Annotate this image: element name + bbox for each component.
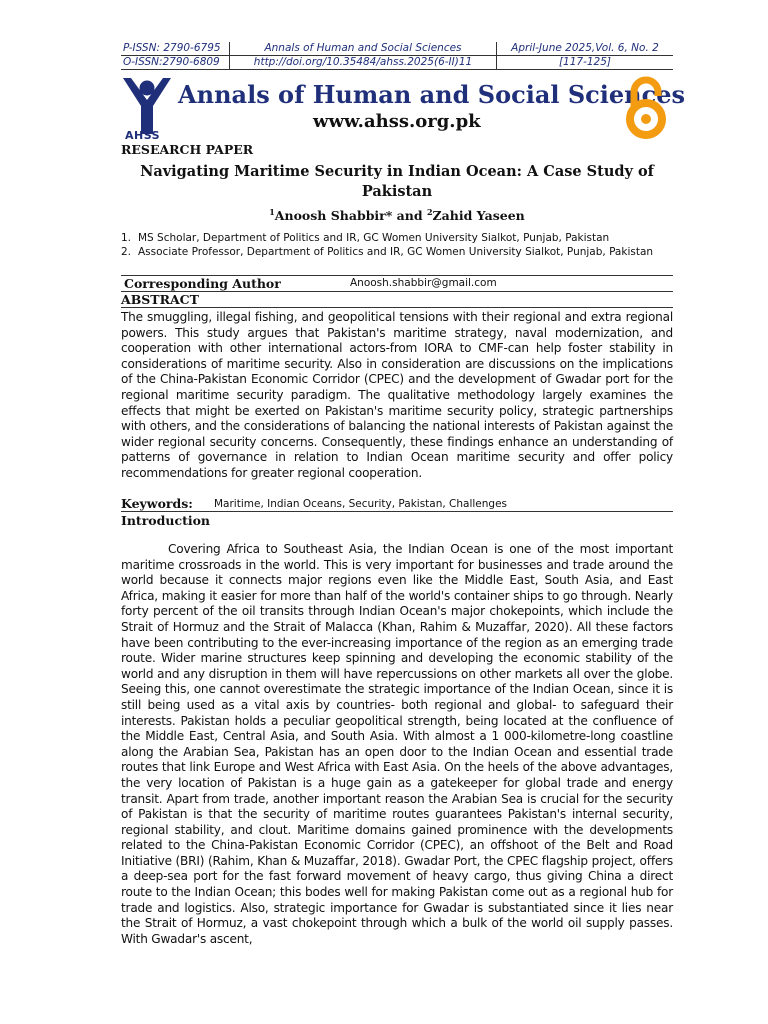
corresponding-email[interactable]: Anoosh.shabbir@gmail.com: [350, 277, 497, 289]
affiliation-number: 1.: [121, 232, 132, 244]
journal-header-table: [121, 42, 673, 70]
journal-url[interactable]: www.ahss.org.pk: [313, 111, 481, 132]
doi-link[interactable]: http://doi.org/10.35484/ahss.2025(6-II)11: [230, 56, 497, 70]
affiliations-list: [121, 232, 673, 259]
article-type: RESEARCH PAPER: [121, 142, 254, 157]
corresponding-author-row: [121, 275, 673, 292]
journal-title: Annals of Human and Social Sciences: [178, 80, 686, 109]
p-issn: P-ISSN: 2790-6795: [121, 42, 230, 56]
abstract-heading: ABSTRACT: [121, 292, 673, 308]
affiliation-number: 2.: [121, 245, 132, 258]
o-issn: O-ISSN:2790-6809: [121, 56, 230, 70]
affiliation-item: [121, 246, 673, 260]
open-access-icon: [621, 76, 671, 142]
masthead: [121, 70, 686, 142]
introduction-heading: Introduction: [121, 513, 211, 528]
introduction-text: Covering Africa to Southeast Asia, the Indian Ocean is one of the most important maritime crossroads in the world. This is very important for businesses and trade around the world because it connects major regions even like the Middle East, South Asia, and East Africa, making it easier for more than half of the world's container ships to go through. Nearly forty percent of the oil transits through Indian Ocean's major chokepoints, which include the Strait of Hormuz and the Strait of Malacca (Khan, Rahim & Muzaffar, 2020). All these factors have been contributing to the ever-increasing importance of the region as an emerging trade route. Wider marine structures keep spinning and developing the economic stability of the world and any disruption in them will have repercussions on other markets all over the globe. Seeing this, one cannot overestimate the strategic importance of the Indian Ocean, since it is still being used as a vital axis by countries- both regional and global- to safeguard their interests. Pakistan holds a peculiar geopolitical strength, being located at the confluence of the Middle East, Central Asia, and South Asia. With almost a 1 000-kilometre-long coastline along the Arabian Sea, Pakistan has an open door to the Indian Ocean and essential trade routes that link Europe and West Africa with East Asia. On the heels of the above advantages, the very location of Pakistan is a huge gain as a gatekeeper for global trade and energy transit. Apart from trade, another important reason the Arabian Sea is crucial for the security of Pakistan is that the security of maritime routes guarantees Pakistan's internal security, regional stability, and clout. Maritime domains gained prominence with the developments related to the China-Pakistan Economic Corridor (CPEC), an offshoot of the Belt and Road Initiative (BRI) (Rahim, Khan & Muzaffar, 2018). Gwadar Port, the CPEC flagship project, offers a deep-sea port for the fast forward movement of heavy cargo, thus giving China a direct route to the Indian Ocean; this bodes well for making Pakistan come out as a regional hub for trade and logistics. Also, strategic importance for Gwadar is substantiated since it lies near the Strait of Hormuz, a vast chokepoint through which a bulk of the world oil supply passes. With Gwadar's ascent,: [121, 542, 673, 946]
author2-sup: 2: [426, 207, 433, 217]
author1: Anoosh Shabbir*: [274, 208, 393, 224]
issue-info: April-June 2025,Vol. 6, No. 2: [497, 42, 674, 56]
page-range: [117-125]: [497, 56, 674, 70]
author-and: and: [392, 208, 427, 224]
author2: Zahid Yaseen: [432, 208, 525, 224]
journal-short-name: Annals of Human and Social Sciences: [230, 42, 497, 56]
keywords-label: Keywords:: [121, 496, 193, 511]
abstract-text: The smuggling, illegal fishing, and geopolitical tensions with their regional and extra regional powers. This study argues that Pakistan's maritime strategy, naval modernization, and cooperation with other international actors-from IORA to CMF-can help foster stability in considerations of maritime security. Also in consideration are discussions on the implications of the China-Pakistan Economic Corridor (CPEC) and the development of Gwadar port for the regional maritime security paradigm. The qualitative methodology largely examines the effects that might be exerted on Pakistan's maritime security policy, strategic partnerships with others, and the considerations of balancing the national interests of Pakistan against the wider regional security concerns. Consequently, these findings enhance an understanding of patterns of governance in relation to Indian Ocean maritime security and offer policy recommendations for greater regional cooperation.: [121, 310, 673, 480]
article-page: [121, 42, 686, 946]
paper-title: Navigating Maritime Security in Indian Ocean: A Case Study of Pakistan: [140, 163, 654, 200]
affiliation-text: Associate Professor, Department of Politics and IR, GC Women University Sialkot, Punjab, Pakistan: [138, 245, 654, 258]
authors-line: [121, 207, 673, 223]
logo-text: AHSS: [125, 129, 161, 142]
corresponding-label: Corresponding Author: [124, 276, 281, 291]
keywords-row: [121, 496, 673, 512]
affiliation-text: MS Scholar, Department of Politics and IR, GC Women University Sialkot, Punjab, Pakistan: [138, 232, 610, 244]
keywords-value: Maritime, Indian Oceans, Security, Pakistan, Challenges: [214, 498, 508, 510]
author1-sup: 1: [269, 207, 275, 217]
affiliation-item: [121, 232, 673, 246]
